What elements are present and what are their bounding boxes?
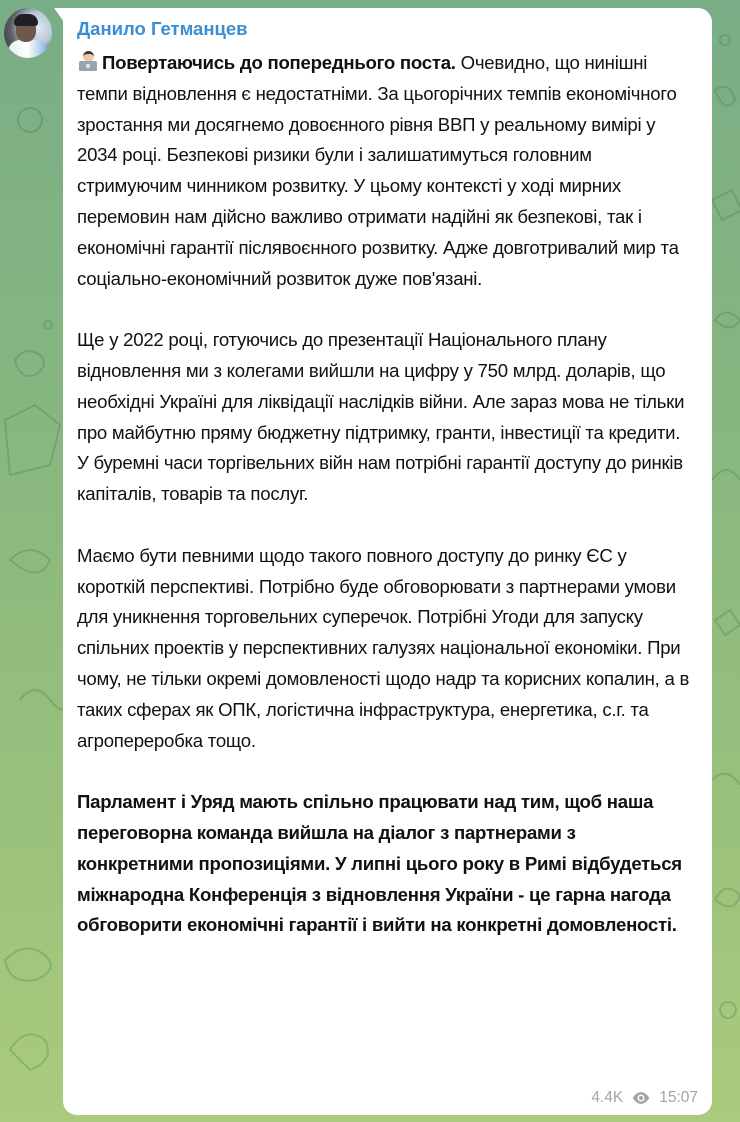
message-paragraph-4: Парламент і Уряд мають спільно працювати над тим, щоб наша переговорна команда вийшла на діалог з партнерами з конкретними пропозиціями. У липні цього року в Римі відбудеться міжнародна Конференція з відновлення України - це гарна нагода обговорити економічні гарантії і вийти на конкретні домовленості. — [77, 791, 682, 936]
message-time: 15:07 — [659, 1089, 698, 1106]
avatar-hair — [14, 14, 38, 26]
message-paragraph-2: Ще у 2022 році, готуючись до презентації Національного плану відновлення ми з колегами вийшли на цифру у 750 млрд. доларів, що необхідні Україні для ліквідації наслідків війни. Але зараз мова не тільки про майбутню пряму бюджетну підтримку, гранти, інвестиції та кредити. У буремні часи торгівельних війн нам потрібні гарантії доступу до ринків капіталів, товарів та послуг. — [77, 329, 685, 505]
author-avatar[interactable] — [4, 8, 52, 58]
message-paragraph-1-text: Очевидно, що нинішні темпи відновлення є недостатніми. За цьогорічних темпів економічного зростання ми досягнемо довоєнного рівня ВВП у реальному вимірі у 2034 році. Безпекові ризики були і залишатимуться головним стримуючим чинником розвитку. У цьому контексті у ході мирних перемовин нам дійсно важливо отримати надійні як безпекові, так і економічні гарантії післявоєнного розвитку. Адже довготривалий мир та соціально-економічний розвиток дуже пов'язані. — [77, 52, 679, 289]
message-lead: Повертаючись до попереднього поста. — [102, 52, 456, 73]
technologist-emoji-icon — [77, 50, 99, 72]
message-text — [77, 48, 694, 941]
eye-icon — [631, 1091, 651, 1105]
message-paragraph-1 — [77, 48, 694, 294]
message-paragraph-3: Маємо бути певними щодо такого повного доступу до ринку ЄС у короткій перспективі. Потрібно буде обговорювати з партнерами умови для уникнення торговельних суперечок. Потрібні Угоди для запуску спільних проектів у перспективних галузях національної економіки. При чому, не тільки окремі домовленості щодо надр та корисних копалин, а в таких сферах як ОПК, логістична інфраструктура, енергетика, с.г. та агропереробка тощо. — [77, 544, 690, 751]
avatar-shirt — [8, 40, 48, 58]
view-count: 4.4K — [591, 1089, 624, 1106]
message-meta — [591, 1089, 698, 1107]
message-bubble[interactable] — [63, 8, 712, 1115]
author-name[interactable]: Данило Гетманцев — [77, 18, 248, 39]
